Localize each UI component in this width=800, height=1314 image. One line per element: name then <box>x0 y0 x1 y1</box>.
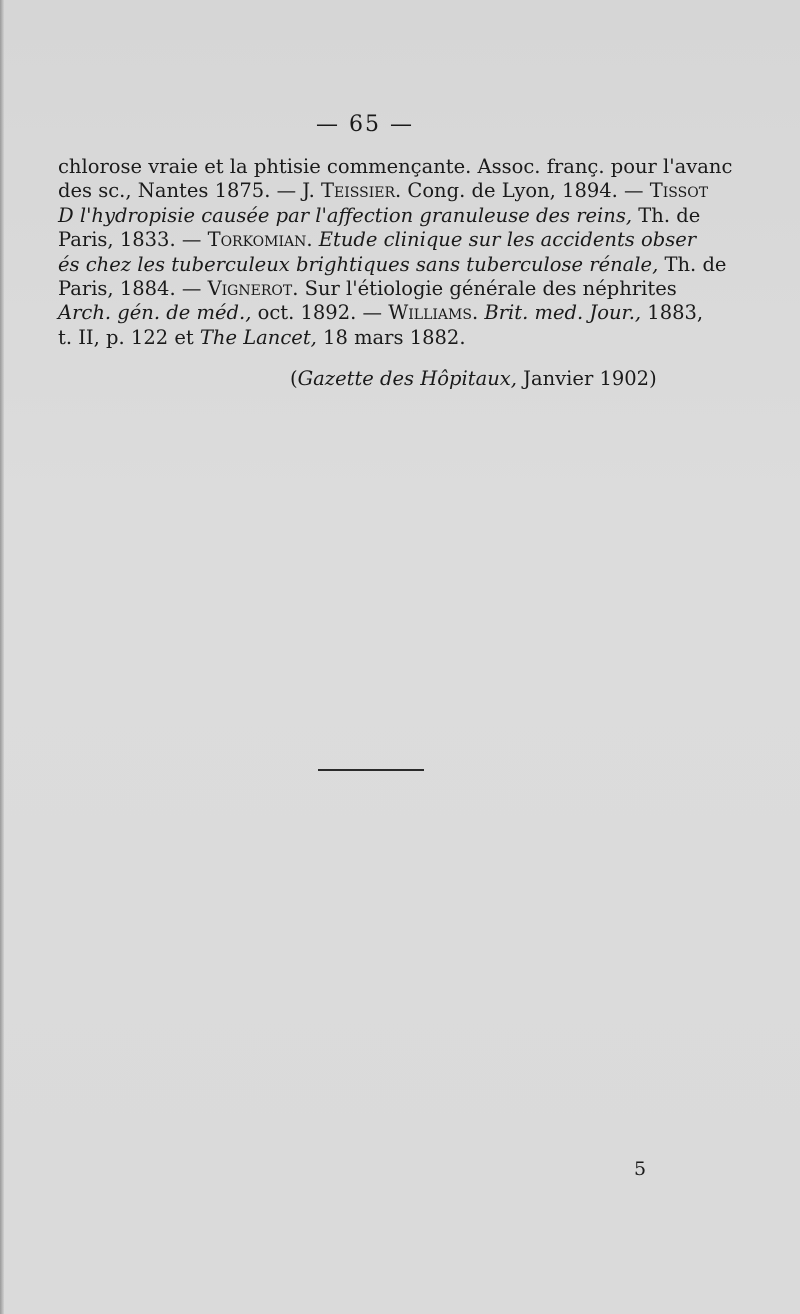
section-divider <box>318 769 424 771</box>
work-title: Etude clinique sur les accidents obser <box>318 228 697 252</box>
text-line-8: t. II, p. 122 et The Lancet, 18 mars 1882. <box>58 325 466 349</box>
work-title: D l'hydropisie causée par l'affection granuleuse des reins, <box>58 203 633 227</box>
text-line-5: és chez les tuberculeux brightiques sans tuberculose rénale, Th. de <box>58 252 727 276</box>
journal-title: The Lancet, <box>199 325 317 349</box>
text-line-4: Paris, 1833. — Torkomian. Etude clinique sur les accidents obser <box>58 228 697 252</box>
work-title: és chez les tuberculeux brightiques sans tuberculose rénale, <box>58 252 659 276</box>
journal-title: Arch. gén. de méd., <box>58 301 252 325</box>
text-line-7: Arch. gén. de méd., oct. 1892. — Williams. Brit. med. Jour., 1883, <box>58 301 704 325</box>
text-line-1: chlorose vraie et la phtisie commençante. Assoc. franç. pour l'avanc <box>58 155 733 178</box>
journal-title: Brit. med. Jour., <box>484 301 642 325</box>
text-line-3: D l'hydropisie causée par l'affection granuleuse des reins, Th. de <box>58 203 701 227</box>
page-edge <box>0 0 4 1314</box>
source-citation: (Gazette des Hôpitaux, Janvier 1902) <box>290 367 657 390</box>
author-tissot: Tissot <box>649 179 709 203</box>
signature-mark: 5 <box>634 1158 647 1180</box>
citation-source: Gazette des Hôpitaux, <box>297 367 517 390</box>
author-teissier: Teissier <box>321 179 395 203</box>
text-line-6: Paris, 1884. — Vignerot. Sur l'étiologie générale des néphrites <box>58 277 677 301</box>
page-number: — 65 — <box>316 112 414 137</box>
bibliography-paragraph <box>58 155 733 350</box>
author-williams: Williams <box>388 301 472 325</box>
author-vignerot: Vignerot <box>207 277 293 301</box>
citation-date: Janvier 1902 <box>516 367 650 390</box>
text-line-2: des sc., Nantes 1875. — J. Teissier. Cong. de Lyon, 1894. — Tissot <box>58 179 709 203</box>
author-torkomian: Torkomian <box>207 228 307 252</box>
